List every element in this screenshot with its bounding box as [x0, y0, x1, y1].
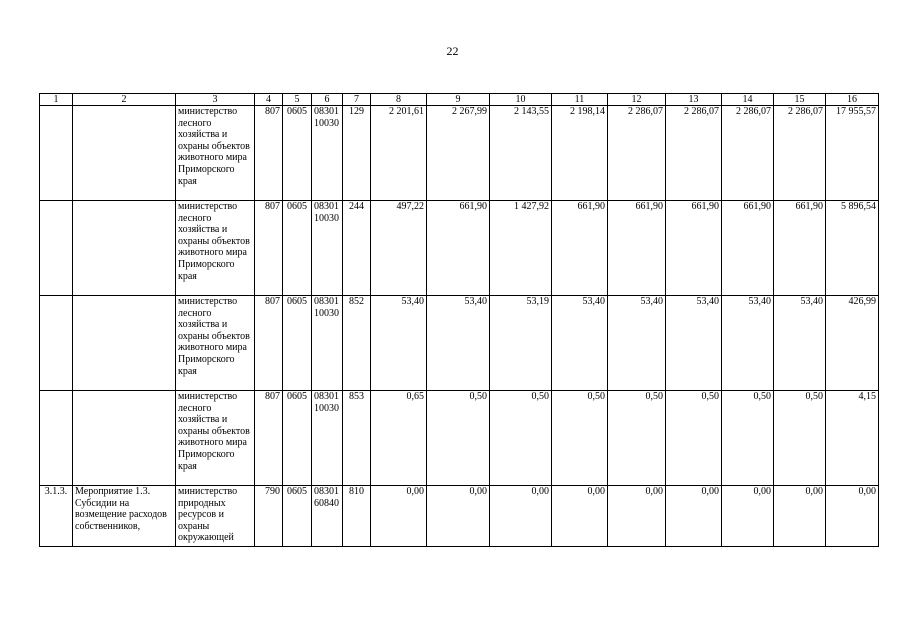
- row-number-cell: [40, 201, 73, 296]
- row-number-cell: 3.1.3.: [40, 486, 73, 547]
- total-cell: 4,15: [826, 391, 879, 486]
- executor-cell: министерство лесного хозяйства и охраны объектов животного мира Приморского края: [176, 296, 255, 391]
- activity-cell: [73, 201, 176, 296]
- executor-cell: министерство лесного хозяйства и охраны объектов животного мира Приморского края: [176, 106, 255, 201]
- section-cell: 0605: [283, 201, 312, 296]
- total-cell: 0,00: [826, 486, 879, 547]
- amount-cell: 0,00: [427, 486, 490, 547]
- amount-cell: 53,40: [371, 296, 427, 391]
- amount-cell: 53,40: [608, 296, 666, 391]
- grbs-cell: 807: [255, 201, 283, 296]
- table-row: [40, 106, 879, 201]
- table-row: [40, 201, 879, 296]
- header-cell: 14: [722, 94, 774, 106]
- header-row: [40, 94, 879, 106]
- target-article-cell: 08301 60840: [312, 486, 343, 547]
- amount-cell: 0,00: [552, 486, 608, 547]
- amount-cell: 0,00: [774, 486, 826, 547]
- header-cell: 13: [666, 94, 722, 106]
- amount-cell: 0,00: [371, 486, 427, 547]
- header-cell: 3: [176, 94, 255, 106]
- header-cell: 12: [608, 94, 666, 106]
- amount-cell: 53,19: [490, 296, 552, 391]
- amount-cell: 2 143,55: [490, 106, 552, 201]
- total-cell: 426,99: [826, 296, 879, 391]
- amount-cell: 0,50: [774, 391, 826, 486]
- executor-cell: министерство природных ресурсов и охраны окружающей: [176, 486, 255, 547]
- header-cell: 7: [343, 94, 371, 106]
- section-cell: 0605: [283, 296, 312, 391]
- amount-cell: 2 286,07: [608, 106, 666, 201]
- executor-cell: министерство лесного хозяйства и охраны объектов животного мира Приморского края: [176, 391, 255, 486]
- table-row: [40, 296, 879, 391]
- amount-cell: 661,90: [427, 201, 490, 296]
- amount-cell: 2 201,61: [371, 106, 427, 201]
- row-number-cell: [40, 391, 73, 486]
- amount-cell: 1 427,92: [490, 201, 552, 296]
- amount-cell: 0,50: [552, 391, 608, 486]
- amount-cell: 2 286,07: [666, 106, 722, 201]
- amount-cell: 661,90: [774, 201, 826, 296]
- table-row: [40, 391, 879, 486]
- amount-cell: 661,90: [552, 201, 608, 296]
- table-row: [40, 486, 879, 547]
- target-article-cell: 08301 10030: [312, 106, 343, 201]
- amount-cell: 0,65: [371, 391, 427, 486]
- activity-cell: [73, 391, 176, 486]
- amount-cell: 0,50: [490, 391, 552, 486]
- amount-cell: 0,50: [427, 391, 490, 486]
- amount-cell: 2 267,99: [427, 106, 490, 201]
- section-cell: 0605: [283, 391, 312, 486]
- amount-cell: 53,40: [774, 296, 826, 391]
- grbs-cell: 807: [255, 296, 283, 391]
- total-cell: 5 896,54: [826, 201, 879, 296]
- target-article-cell: 08301 10030: [312, 391, 343, 486]
- amount-cell: 53,40: [552, 296, 608, 391]
- header-cell: 11: [552, 94, 608, 106]
- amount-cell: 2 286,07: [722, 106, 774, 201]
- grbs-cell: 807: [255, 106, 283, 201]
- header-cell: 4: [255, 94, 283, 106]
- amount-cell: 0,50: [608, 391, 666, 486]
- grbs-cell: 807: [255, 391, 283, 486]
- row-number-cell: [40, 106, 73, 201]
- header-cell: 8: [371, 94, 427, 106]
- budget-table: [39, 93, 879, 547]
- expense-type-cell: 810: [343, 486, 371, 547]
- amount-cell: 661,90: [722, 201, 774, 296]
- amount-cell: 0,00: [490, 486, 552, 547]
- section-cell: 0605: [283, 486, 312, 547]
- row-number-cell: [40, 296, 73, 391]
- amount-cell: 53,40: [722, 296, 774, 391]
- header-cell: 5: [283, 94, 312, 106]
- header-cell: 1: [40, 94, 73, 106]
- header-cell: 9: [427, 94, 490, 106]
- expense-type-cell: 244: [343, 201, 371, 296]
- page-number: 22: [446, 44, 459, 58]
- amount-cell: 53,40: [427, 296, 490, 391]
- total-cell: 17 955,57: [826, 106, 879, 201]
- header-cell: 2: [73, 94, 176, 106]
- activity-cell: Мероприятие 1.3. Субсидии на возмещение расходов собственников,: [73, 486, 176, 547]
- amount-cell: 53,40: [666, 296, 722, 391]
- amount-cell: 661,90: [666, 201, 722, 296]
- amount-cell: 0,00: [722, 486, 774, 547]
- header-cell: 15: [774, 94, 826, 106]
- amount-cell: 0,00: [608, 486, 666, 547]
- amount-cell: 661,90: [608, 201, 666, 296]
- header-cell: 10: [490, 94, 552, 106]
- amount-cell: 497,22: [371, 201, 427, 296]
- amount-cell: 2 198,14: [552, 106, 608, 201]
- activity-cell: [73, 296, 176, 391]
- grbs-cell: 790: [255, 486, 283, 547]
- amount-cell: 0,50: [666, 391, 722, 486]
- header-cell: 16: [826, 94, 879, 106]
- executor-cell: министерство лесного хозяйства и охраны объектов животного мира Приморского края: [176, 201, 255, 296]
- expense-type-cell: 853: [343, 391, 371, 486]
- header-cell: 6: [312, 94, 343, 106]
- amount-cell: 0,00: [666, 486, 722, 547]
- target-article-cell: 08301 10030: [312, 296, 343, 391]
- amount-cell: 2 286,07: [774, 106, 826, 201]
- expense-type-cell: 852: [343, 296, 371, 391]
- section-cell: 0605: [283, 106, 312, 201]
- activity-cell: [73, 106, 176, 201]
- amount-cell: 0,50: [722, 391, 774, 486]
- target-article-cell: 08301 10030: [312, 201, 343, 296]
- expense-type-cell: 129: [343, 106, 371, 201]
